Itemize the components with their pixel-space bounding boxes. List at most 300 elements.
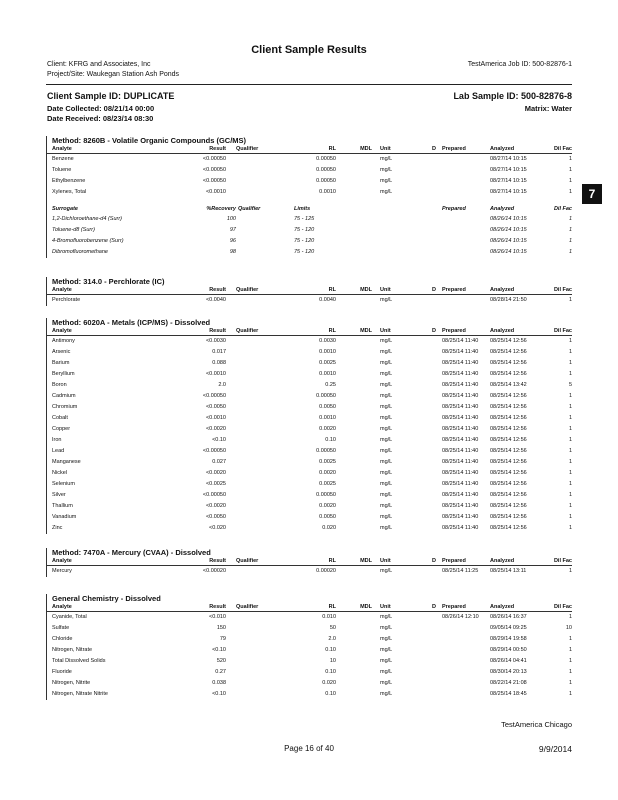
cell-rl: 0.020 [322,680,336,686]
cell-result: <0.10 [212,647,226,653]
cell-prep: 08/25/14 11:40 [442,371,479,377]
cell-rl: 0.00050 [316,448,336,454]
cell-anal: 08/25/14 12:56 [490,393,527,399]
cell-anal: 08/25/14 12:56 [490,437,527,443]
cell-dil: 1 [568,568,572,574]
column-header: Qualifier [236,287,259,293]
cell-analyte: Manganese [52,459,81,465]
cell-anal: 08/25/14 12:56 [490,338,527,344]
surrogate-cell-rec: 98 [229,249,236,255]
cell-anal: 08/25/14 12:56 [490,492,527,498]
cell-dil: 1 [568,448,572,454]
cell-result: <0.010 [209,614,226,620]
cell-anal: 08/25/14 12:56 [490,459,527,465]
column-header: Analyte [52,604,72,610]
cell-analyte: Benzene [52,156,74,162]
cell-dil: 1 [568,691,572,697]
section-tab-marker: 7 [582,184,602,204]
cell-prep: 08/25/14 11:40 [442,481,479,487]
cell-rl: 0.0025 [319,459,336,465]
table-row [46,435,572,446]
cell-result: <0.020 [209,525,226,531]
column-header: Unit [380,287,391,293]
cell-dil: 1 [568,669,572,675]
cell-result: 0.027 [212,459,226,465]
cell-prep: 08/25/14 11:40 [442,437,479,443]
cell-unit: mg/L [380,404,393,410]
surrogate-cell-anal: 08/26/14 10:15 [490,249,527,255]
cell-anal: 08/25/14 12:56 [490,525,527,531]
cell-anal: 08/22/14 21:08 [490,680,527,686]
cell-unit: mg/L [380,393,393,399]
cell-unit: mg/L [380,297,393,303]
cell-analyte: Thallium [52,503,73,509]
cell-result: 0.27 [215,669,226,675]
cell-prep: 08/25/14 11:40 [442,514,479,520]
cell-analyte: Arsenic [52,349,71,355]
cell-rl: 0.0020 [319,426,336,432]
cell-rl: 0.10 [325,691,336,697]
cell-result: <0.00050 [202,492,226,498]
surrogate-cell-dil: 1 [568,227,572,233]
table-row [46,490,572,501]
cell-anal: 08/25/14 12:56 [490,404,527,410]
column-header: D [432,287,436,293]
method-section [46,136,572,258]
cell-anal: 08/25/14 18:45 [490,691,527,697]
cell-prep: 08/25/14 11:25 [442,568,479,574]
cell-unit: mg/L [380,625,393,631]
cell-prep: 08/25/14 11:40 [442,360,479,366]
table-header [46,327,572,336]
cell-dil: 1 [568,371,572,377]
column-header: RL [328,604,336,610]
cell-anal: 08/29/14 19:58 [490,636,527,642]
cell-result: 0.088 [212,360,226,366]
method-title: Method: 7470A - Mercury (CVAA) - Dissolved [52,548,211,557]
cell-prep: 08/25/14 11:40 [442,470,479,476]
surrogate-cell-anal: 08/26/14 10:15 [490,238,527,244]
cell-dil: 1 [568,437,572,443]
surrogate-row [46,225,572,236]
column-header: MDL [360,604,372,610]
surrogate-cell-rec: 96 [229,238,236,244]
column-header: Dil Fac [553,287,572,293]
table-row [46,446,572,457]
cell-dil: 1 [568,481,572,487]
table-row [46,566,572,577]
column-header: Unit [380,328,391,334]
cell-result: <0.0025 [205,481,226,487]
column-header: Analyte [52,146,72,152]
surrogate-cell-limits: 75 - 120 [294,249,315,255]
column-header: Qualifier [236,146,259,152]
cell-rl: 0.00050 [316,178,336,184]
cell-rl: 0.0040 [319,297,336,303]
cell-dil: 1 [568,297,572,303]
cell-rl: 0.010 [322,614,336,620]
cell-rl: 0.0010 [319,415,336,421]
table-row [46,424,572,435]
column-header: MDL [360,146,372,152]
cell-anal: 08/25/14 12:56 [490,448,527,454]
cell-anal: 08/28/14 21:50 [490,297,527,303]
cell-analyte: Beryllium [52,371,75,377]
cell-dil: 1 [568,492,572,498]
surrogate-row [46,214,572,225]
cell-result: <0.0050 [205,404,226,410]
column-header: D [432,146,436,152]
table-row [46,667,572,678]
table-row [46,391,572,402]
cell-analyte: Sulfate [52,625,70,631]
cell-analyte: Xylenes, Total [52,189,87,195]
column-header: Qualifier [236,328,259,334]
table-row [46,689,572,700]
method-title: Method: 6020A - Metals (ICP/MS) - Dissolved [52,318,211,327]
cell-unit: mg/L [380,669,393,675]
table-header [46,145,572,154]
cell-dil: 1 [568,680,572,686]
cell-analyte: Chloride [52,636,73,642]
column-header: D [432,604,436,610]
cell-dil: 5 [568,382,572,388]
cell-rl: 0.0050 [319,514,336,520]
cell-unit: mg/L [380,658,393,664]
column-header: Unit [380,604,391,610]
cell-result: <0.00020 [202,568,226,574]
table-row [46,634,572,645]
cell-unit: mg/L [380,691,393,697]
cell-analyte: Zinc [52,525,63,531]
cell-analyte: Selenium [52,481,75,487]
cell-result: <0.0050 [205,514,226,520]
cell-result: <0.0010 [205,189,226,195]
cell-prep: 08/25/14 11:40 [442,525,479,531]
table-row [46,479,572,490]
column-header: Prepared [442,287,466,293]
surrogate-column-header: Limits [294,206,311,212]
table-row [46,468,572,479]
cell-anal: 08/27/14 10:15 [490,156,527,162]
table-row [46,402,572,413]
cell-unit: mg/L [380,415,393,421]
table-row [46,678,572,689]
lab-sample-id: Lab Sample ID: 500-82876-8 [453,91,572,101]
cell-unit: mg/L [380,614,393,620]
cell-prep: 08/25/14 11:40 [442,349,479,355]
surrogate-cell-rec: 100 [226,216,236,222]
cell-analyte: Silver [52,492,66,498]
cell-rl: 0.0025 [319,360,336,366]
cell-rl: 0.0050 [319,404,336,410]
cell-unit: mg/L [380,448,393,454]
surrogate-cell-limits: 75 - 120 [294,227,315,233]
cell-anal: 08/27/14 10:15 [490,167,527,173]
cell-dil: 1 [568,415,572,421]
cell-result: <0.0010 [205,371,226,377]
table-row [46,656,572,667]
cell-analyte: Cobalt [52,415,68,421]
cell-anal: 08/29/14 00:50 [490,647,527,653]
cell-analyte: Vanadium [52,514,77,520]
table-row [46,413,572,424]
cell-dil: 1 [568,360,572,366]
surrogate-cell-dil: 1 [568,249,572,255]
method-section [46,594,572,700]
cell-dil: 1 [568,459,572,465]
cell-unit: mg/L [380,382,393,388]
column-header: RL [328,558,336,564]
surrogate-cell-anal: 08/26/14 10:15 [490,227,527,233]
cell-rl: 0.10 [325,669,336,675]
cell-rl: 0.00050 [316,492,336,498]
cell-dil: 1 [568,525,572,531]
cell-unit: mg/L [380,503,393,509]
cell-dil: 1 [568,503,572,509]
column-header: Analyte [52,287,72,293]
cell-result: 520 [216,658,226,664]
surrogate-cell-dil: 1 [568,216,572,222]
column-header: Analyzed [490,328,515,334]
surrogate-column-header: Prepared [442,206,466,212]
cell-anal: 08/25/14 12:56 [490,426,527,432]
cell-anal: 08/25/14 13:11 [490,568,527,574]
cell-anal: 08/25/14 13:42 [490,382,527,388]
column-header: Result [209,328,226,334]
column-header: Prepared [442,146,466,152]
cell-rl: 0.10 [325,437,336,443]
surrogate-column-header: %Recovery [206,206,236,212]
cell-analyte: Total Dissolved Solids [52,658,106,664]
cell-anal: 08/25/14 12:56 [490,349,527,355]
surrogate-cell-rec: 97 [229,227,236,233]
cell-analyte: Iron [52,437,62,443]
surrogate-cell-dil: 1 [568,238,572,244]
surrogate-column-header: Analyzed [490,206,515,212]
table-row [46,347,572,358]
cell-analyte: Nitrogen, Nitrate [52,647,93,653]
cell-unit: mg/L [380,338,393,344]
cell-analyte: Fluoride [52,669,72,675]
cell-result: 0.038 [212,680,226,686]
cell-analyte: Cyanide, Total [52,614,87,620]
cell-result: <0.0030 [205,338,226,344]
cell-unit: mg/L [380,360,393,366]
cell-analyte: Perchlorate [52,297,81,303]
cell-anal: 08/30/14 20:13 [490,669,527,675]
cell-result: 2.0 [218,382,226,388]
cell-analyte: Nickel [52,470,67,476]
cell-result: <0.00050 [202,167,226,173]
cell-dil: 1 [568,647,572,653]
cell-analyte: Lead [52,448,65,454]
column-header: RL [328,287,336,293]
column-header: Prepared [442,558,466,564]
table-row [46,165,572,176]
cell-dil: 1 [568,189,572,195]
cell-rl: 0.0010 [319,371,336,377]
method-section [46,318,572,534]
cell-prep: 08/25/14 11:40 [442,404,479,410]
surrogate-column-header: Qualifier [238,206,261,212]
table-row [46,645,572,656]
column-header: Analyzed [490,558,515,564]
table-row [46,295,572,306]
cell-dil: 1 [568,404,572,410]
cell-prep: 08/26/14 12:10 [442,614,479,620]
cell-analyte: Cadmium [52,393,76,399]
surrogate-cell-name: 1,2-Dichloroethane-d4 (Surr) [52,216,123,222]
cell-result: 79 [219,636,226,642]
column-header: Analyzed [490,604,515,610]
surrogate-row [46,236,572,247]
table-header [46,603,572,612]
footer-company: TestAmerica Chicago [501,720,572,729]
client-sample-id: Client Sample ID: DUPLICATE [47,91,175,101]
column-header: D [432,328,436,334]
cell-analyte: Chromium [52,404,78,410]
cell-rl: 0.00020 [316,568,336,574]
cell-rl: 0.00050 [316,156,336,162]
cell-rl: 0.00050 [316,167,336,173]
footer-page-number: Page 16 of 40 [284,744,334,753]
cell-prep: 08/25/14 11:40 [442,415,479,421]
surrogate-cell-name: Dibromofluoromethane [52,249,108,255]
header-divider [46,84,572,85]
column-header: Unit [380,558,391,564]
cell-anal: 08/27/14 10:15 [490,189,527,195]
cell-unit: mg/L [380,189,393,195]
cell-result: <0.0010 [205,415,226,421]
column-header: MDL [360,328,372,334]
cell-dil: 1 [568,178,572,184]
cell-result: <0.0020 [205,426,226,432]
cell-analyte: Boron [52,382,67,388]
cell-dil: 1 [568,338,572,344]
column-header: Analyzed [490,146,515,152]
cell-analyte: Nitrogen, Nitrite [52,680,91,686]
column-header: Dil Fac [553,604,572,610]
table-row [46,501,572,512]
date-collected: Date Collected: 08/21/14 00:00 [47,104,155,113]
cell-rl: 0.0020 [319,503,336,509]
cell-anal: 08/27/14 10:15 [490,178,527,184]
cell-prep: 08/25/14 11:40 [442,492,479,498]
column-header: MDL [360,287,372,293]
cell-dil: 1 [568,393,572,399]
cell-unit: mg/L [380,156,393,162]
table-row [46,336,572,347]
cell-rl: 2.0 [328,636,336,642]
surrogate-header [46,204,572,214]
cell-unit: mg/L [380,525,393,531]
cell-rl: 0.0010 [319,349,336,355]
cell-rl: 10 [329,658,336,664]
cell-result: <0.10 [212,691,226,697]
cell-dil: 1 [568,349,572,355]
cell-anal: 08/25/14 12:56 [490,481,527,487]
cell-result: <0.00050 [202,178,226,184]
cell-unit: mg/L [380,437,393,443]
cell-anal: 08/25/14 12:56 [490,360,527,366]
footer-date: 9/9/2014 [538,744,572,754]
date-received: Date Received: 08/23/14 08:30 [47,114,154,123]
column-header: Analyte [52,558,72,564]
cell-prep: 08/25/14 11:40 [442,503,479,509]
job-id: TestAmerica Job ID: 500-82876-1 [467,61,572,68]
cell-result: <0.00050 [202,393,226,399]
cell-rl: 0.25 [325,382,336,388]
surrogate-cell-name: 4-Bromofluorobenzene (Surr) [52,238,124,244]
cell-anal: 08/25/14 12:56 [490,371,527,377]
cell-result: <0.0020 [205,470,226,476]
cell-prep: 08/25/14 11:40 [442,459,479,465]
cell-analyte: Nitrogen, Nitrate Nitrite [52,691,108,697]
surrogate-row [46,247,572,258]
cell-rl: 0.020 [322,525,336,531]
matrix: Matrix: Water [524,104,572,113]
column-header: Result [209,558,226,564]
column-header: RL [328,146,336,152]
cell-dil: 1 [568,658,572,664]
column-header: Qualifier [236,604,259,610]
cell-anal: 09/05/14 09:25 [490,625,527,631]
cell-prep: 08/25/14 11:40 [442,382,479,388]
table-row [46,523,572,534]
cell-unit: mg/L [380,514,393,520]
column-header: Result [209,146,226,152]
table-row [46,512,572,523]
cell-rl: 0.0010 [319,189,336,195]
table-row [46,187,572,198]
surrogate-column-header: Surrogate [52,206,78,212]
cell-rl: 0.10 [325,647,336,653]
table-row [46,358,572,369]
cell-unit: mg/L [380,492,393,498]
column-header: D [432,558,436,564]
cell-prep: 08/25/14 11:40 [442,448,479,454]
cell-dil: 1 [568,636,572,642]
cell-result: <0.0020 [205,503,226,509]
cell-analyte: Antimony [52,338,75,344]
cell-unit: mg/L [380,647,393,653]
method-section [46,548,572,577]
cell-analyte: Barium [52,360,70,366]
cell-result: <0.00050 [202,448,226,454]
table-row [46,176,572,187]
table-row [46,369,572,380]
cell-dil: 1 [568,470,572,476]
project-site: Project/Site: Waukegan Station Ash Ponds [47,71,180,78]
cell-prep: 08/25/14 11:40 [442,393,479,399]
cell-result: 0.017 [212,349,226,355]
cell-unit: mg/L [380,459,393,465]
surrogate-cell-limits: 75 - 120 [294,238,315,244]
client-name: Client: KFRG and Associates, Inc [47,61,151,68]
cell-unit: mg/L [380,481,393,487]
table-row [46,612,572,623]
cell-unit: mg/L [380,178,393,184]
cell-anal: 08/26/14 16:37 [490,614,527,620]
column-header: Result [209,287,226,293]
cell-anal: 08/25/14 12:56 [490,503,527,509]
table-header [46,286,572,295]
column-header: Dil Fac [553,558,572,564]
column-header: Qualifier [236,558,259,564]
table-row [46,380,572,391]
cell-unit: mg/L [380,426,393,432]
